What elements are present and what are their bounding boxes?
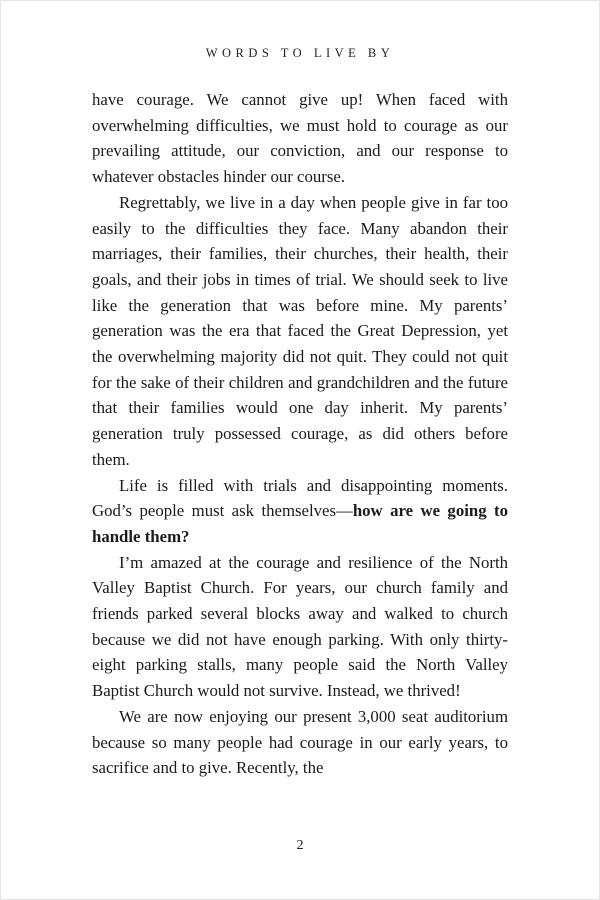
running-head: WORDS TO LIVE BY xyxy=(205,46,395,60)
paragraph-3-text: Life is filled with trials and disappointing moments. God’s people must ask themselves— xyxy=(92,475,508,521)
body-text xyxy=(92,87,508,781)
page-number: 2 xyxy=(296,838,304,853)
paragraph-5-text: We are now enjoying our present 3,000 seat auditorium because so many people had courage in our early years, to sacrifice and to give. Recently, the xyxy=(92,706,508,778)
paragraph-2-text: Regrettably, we live in a day when people give in far too easily to the difficulties they face. Many abandon their marriages, their families, their churches, their health, their goals, and their jobs in times of trial. We should seek to live like the generation that was before mine. My parents’ generation was the era that faced the Great Depression, yet the overwhelming majority did not quit. They could not quit for the sake of their children and grandchildren and the future that their families would one day inherit. My parents’ generation truly possessed courage, as did others before them. xyxy=(92,192,508,469)
paragraph-1-text: have courage. We cannot give up! When faced with overwhelming difficulties, we must hold to courage as our prevailing attitude, our conviction, and our response to whatever obstacles hinder our course. xyxy=(92,90,508,187)
paragraph-4 xyxy=(92,550,508,704)
paragraph-2 xyxy=(92,190,508,473)
paragraph-3 xyxy=(92,473,508,550)
paragraph-3-bold-text: how are we going to handle them? xyxy=(92,501,508,546)
paragraph-5 xyxy=(92,704,508,781)
paragraph-1 xyxy=(92,87,508,190)
paragraph-4-text: I’m amazed at the courage and resilience of the North Valley Baptist Church. For years, our church family and friends parked several blocks away and walked to church because we did not have enough parking. With only thirty-eight parking stalls, many people said the North Valley Baptist Church would not survive. Instead, we thrived! xyxy=(92,552,508,701)
